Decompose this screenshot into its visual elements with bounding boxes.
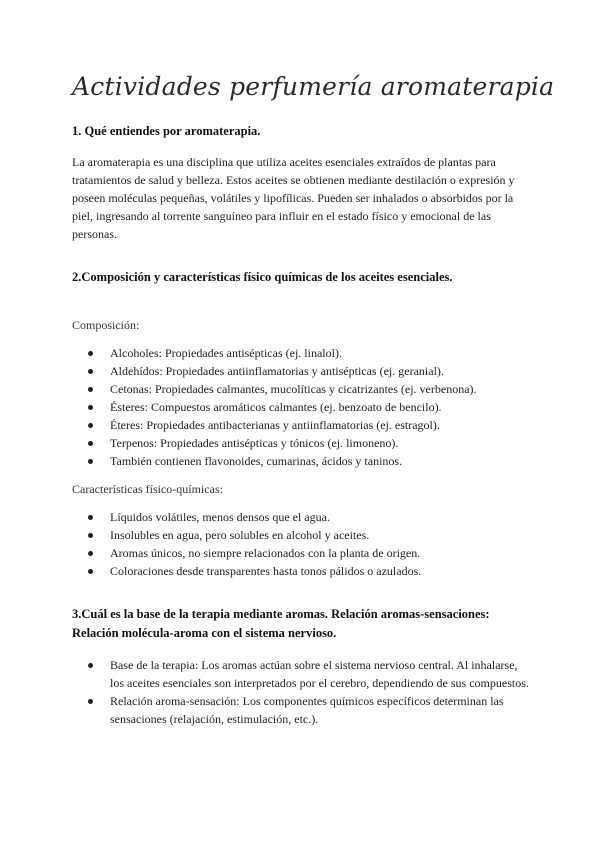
bullet-icon: [88, 569, 93, 574]
bullet-icon: [88, 551, 93, 556]
bullet-icon: [88, 533, 93, 538]
list-item: Cetonas: Propiedades calmantes, mucolíticas y cicatrizantes (ej. verbenona).: [72, 380, 530, 398]
section-q2: [72, 268, 530, 287]
list-item: Aromas únicos, no siempre relacionados con la planta de origen.: [72, 544, 530, 562]
q2-heading: 2.Composición y características físico químicas de los aceites esenciales.: [72, 270, 453, 284]
bullet-icon: [88, 423, 93, 428]
bullet-icon: [88, 663, 93, 668]
list-item: Base de la terapia: Los aromas actúan sobre el sistema nervioso central. Al inhalarse, los aceites esenciales son interpretados por el cerebro, dependiendo de sus compuestos.: [72, 656, 530, 692]
q1-body: La aromaterapia es una disciplina que utiliza aceites esenciales extraídos de plantas para tratamientos de salud y belleza. Estos aceites se obtienen mediante destilación o expresión y poseen moléculas pequeñas, volátiles y lipofílicas. Pueden ser inhalados o absorbidos por la piel, ingresando al torrente sanguíneo para influir en el estado físico y emocional de las personas.: [72, 155, 515, 241]
bullet-icon: [88, 459, 93, 464]
characteristics-section: [72, 480, 530, 580]
bullet-icon: [88, 405, 93, 410]
list-item: Terpenos: Propiedades antisépticas y tónicos (ej. limoneno).: [72, 434, 530, 452]
list-item: Líquidos volátiles, menos densos que el agua.: [72, 508, 530, 526]
q1-heading: 1. Qué entiendes por aromaterapia.: [72, 124, 261, 138]
bullet-icon: [88, 369, 93, 374]
list-item: Insolubles en agua, pero solubles en alcohol y aceites.: [72, 526, 530, 544]
list-item: Éteres: Propiedades antibacterianas y antiinflamatorias (ej. estragol).: [72, 416, 530, 434]
bullet-icon: [88, 441, 93, 446]
composition-section: [72, 316, 530, 470]
list-item: Alcoholes: Propiedades antisépticas (ej. linalol).: [72, 344, 530, 362]
bullet-icon: [88, 515, 93, 520]
section-q1: [72, 122, 530, 243]
characteristics-list: [72, 508, 530, 580]
bullet-icon: [88, 351, 93, 356]
list-item: También contienen flavonoides, cumarinas, ácidos y taninos.: [72, 452, 530, 470]
list-item: Aldehídos: Propiedades antiinflamatorias y antisépticas (ej. geranial).: [72, 362, 530, 380]
bullet-icon: [88, 699, 93, 704]
composition-list: [72, 344, 530, 470]
composition-label: Composición:: [72, 318, 140, 332]
q3-list: [72, 656, 530, 728]
bullet-icon: [88, 387, 93, 392]
page-title: Actividades perfumería aromaterapia: [72, 72, 555, 101]
characteristics-label: Características físico-químicas:: [72, 482, 223, 496]
list-item: Coloraciones desde transparentes hasta tonos pálidos o azulados.: [72, 562, 530, 580]
list-item: Relación aroma-sensación: Los componentes químicos específicos determinan las sensaciones (relajación, estimulación, etc.).: [72, 692, 530, 728]
q3-heading: 3.Cuál es la base de la terapia mediante aromas. Relación aromas-sensaciones: Relación molécula-aroma con el sistema nervioso.: [72, 607, 490, 640]
section-q3: [72, 605, 530, 728]
list-item: Ésteres: Compuestos aromáticos calmantes (ej. benzoato de bencilo).: [72, 398, 530, 416]
